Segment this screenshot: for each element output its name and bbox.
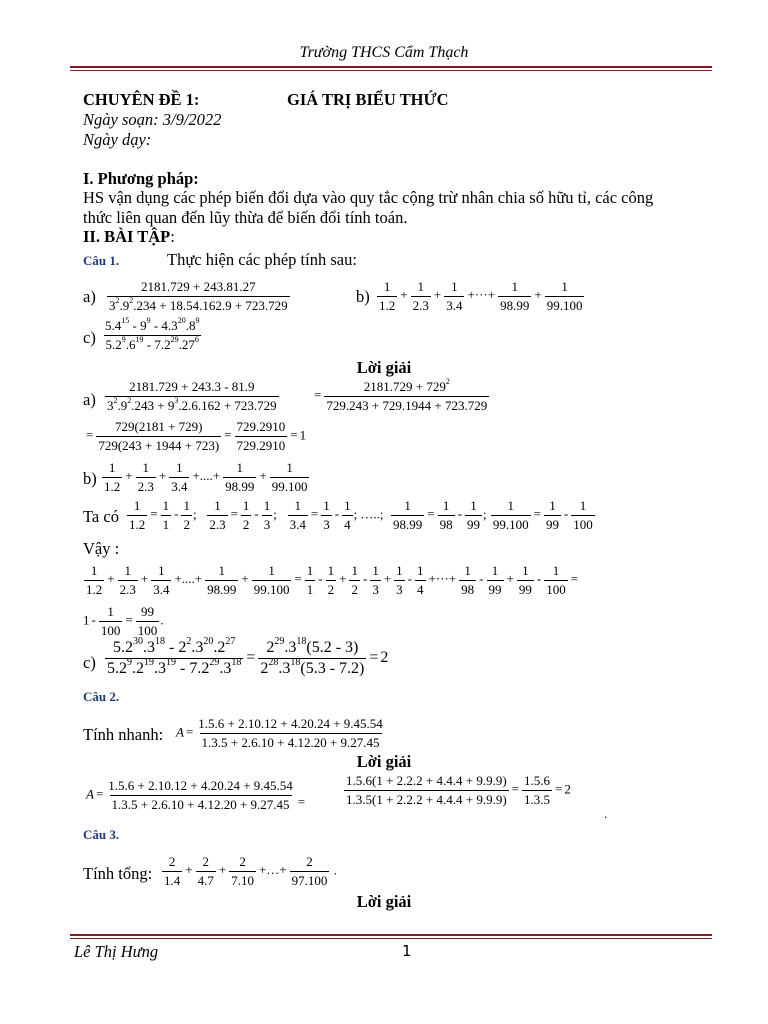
question-2-prompt: Tính nhanh: [83, 725, 164, 744]
q1b-therefore: Vậy : [83, 539, 120, 558]
question-2-label: Câu 2. [83, 689, 120, 704]
question-3-label: Câu 3. [83, 827, 120, 842]
q1b-label: b) [356, 287, 370, 306]
header-rule-thin [70, 70, 712, 71]
page-number: 1 [402, 942, 412, 960]
section-method-line1: HS vận dụng các phép biến đổi dựa vào quy tắc cộng trừ nhân chia số hữu tỉ, các công [83, 188, 654, 207]
topic-name: GIÁ TRỊ BIỂU THỨC [287, 90, 449, 109]
footer-rule-thin [70, 938, 712, 939]
section-exercises-heading: II. BÀI TẬP: [83, 227, 175, 246]
footer-rule [70, 934, 712, 936]
q1b-solution-sum: $\frac{1}{1.2}$ + $\frac{1}{2.3}$ + $\frac{1}{3.4}$ +....+ $\frac{1}{98.99}$ + $\frac{1}{99.100}$ [104, 460, 308, 494]
question-1-prompt: Thực hiện các phép tính sau: [167, 250, 357, 269]
q1b-expression: $\frac{1}{1.2}$ + $\frac{1}{2.3}$ + $\frac{1}{3.4}$ +···+ $\frac{1}{98.99}$ + $\frac{1}{99.100}$ [379, 279, 583, 313]
footer-author: Lê Thị Hưng [74, 942, 159, 961]
date-taught: Ngày dạy: [83, 130, 152, 149]
q1a-solution-step2: = $\frac{2181.729 + 729^2}{729.243 + 729.1944 + 723.729}$ [314, 377, 488, 413]
q1b-result: 1 - $\frac{1}{100}$ = $\frac{99}{100}$ . [83, 604, 164, 638]
q1c-solution: $\frac{5.2^{30}.3^{18} - 2^2.3^{20}.2^{27}}{5.2^9.2^{19}.3^{19} - 7.2^{29}.3^{18}}$ = $\frac{2^{29}.3^{18}(5.2 - 3)}{2^{28}.3^{18}(5.3 - 7.2)}$ = 2 [107, 636, 389, 677]
question-3-prompt: Tính tổng: [83, 864, 153, 883]
q1a-expression: $\frac{2181.729 + 243.81.27}{3^2.9^2.234 + 18.54.162.9 + 723.729}$ [109, 279, 288, 313]
question-1-label: Câu 1. [83, 253, 120, 268]
q1c-label: c) [83, 328, 96, 347]
q1c-solution-label: c) [83, 653, 96, 672]
q1a-label: a) [83, 287, 96, 306]
q2-solution-step1: A = $\frac{1.5.6 + 2.10.12 + 4.20.24 + 9.45.54}{1.3.5 + 2.6.10 + 4.12.20 + 9.27.45}$ = [86, 778, 306, 812]
q1c-expression: $\frac{5.4^{15} - 9^9 - 4.3^{20}.8^9}{5.2^9.6^{19} - 7.2^{29}.27^6}$ [105, 316, 200, 352]
section-method-heading: I. Phương pháp: [83, 169, 199, 188]
topic-label: CHUYÊN ĐỀ 1: [83, 90, 200, 109]
section-method-line2: thức liên quan đến lũy thừa để biến đổi tính toán. [83, 208, 408, 227]
q1b-taco-label: Ta có [83, 507, 119, 526]
question-3-expression: $\frac{2}{1.4}$ + $\frac{2}{4.7}$ + $\frac{2}{7.10}$ +…+ $\frac{2}{97.100}$ . [164, 854, 337, 888]
exercises-heading-text: II. BÀI TẬP [83, 227, 171, 246]
q1-solution-heading: Lời giải [356, 358, 412, 377]
date-prepared: Ngày soạn: 3/9/2022 [83, 110, 222, 129]
q2-solution-heading: Lời giải [356, 752, 412, 771]
page-header: Trường THCS Cẩm Thạch [299, 44, 469, 61]
q1a-solution-label: a) [83, 390, 96, 409]
question-2-expression: A = $\frac{1.5.6 + 2.10.12 + 4.20.24 + 9.45.54}{1.3.5 + 2.6.10 + 4.12.20 + 9.27.45}$ [176, 716, 383, 750]
q1a-solution-step3: = $\frac{729(2181 + 729)}{729(243 + 1944 + 723)}$ = $\frac{729.2910}{729.2910}$ = 1 [86, 419, 307, 453]
q1b-identities: $\frac{1}{1.2}$ = $\frac{1}{1}$ - $\frac{1}{2}$ ; $\frac{1}{2.3}$ = $\frac{1}{2}$ - $\frac{1}{3}$ ; $\frac{1}{3.4}$ = $\frac{1}{3}$ - $\frac{1}{4}$ ; …..; $\frac{1}{98.99}$ = $\frac{1}{98}$ - $\frac{1}{99}$ ; $\frac{1}{99.100}$ = $\frac{1}{99}$ - $\frac{1}{100}$ [129, 498, 593, 532]
q2-solution-period: . [604, 806, 608, 821]
q1b-solution-label: b) [83, 469, 97, 488]
q3-solution-heading: Lời giải [356, 892, 412, 911]
q2-solution-step2: $\frac{1.5.6(1 + 2.2.2 + 4.4.4 + 9.9.9)}{1.3.5(1 + 2.2.2 + 4.4.4 + 9.9.9)}$ = $\frac{1.5.6}{1.3.5}$ = 2 [346, 773, 571, 807]
header-rule [70, 66, 712, 68]
q1b-telescoping: $\frac{1}{1.2}$ + $\frac{1}{2.3}$ + $\frac{1}{3.4}$ +....+ $\frac{1}{98.99}$ + $\frac{1}{99.100}$ = $\frac{1}{1}$ - $\frac{1}{2}$ + $\frac{1}{2}$ - $\frac{1}{3}$ + $\frac{1}{3}$ - $\frac{1}{4}$ +···+ $\frac{1}{98}$ - $\frac{1}{99}$ + $\frac{1}{99}$ - $\frac{1}{100}$ = [86, 563, 579, 597]
q1a-solution-step1: $\frac{2181.729 + 243.3 - 81.9}{3^2.9^2.243 + 9^3.2.6.162 + 723.729}$ [107, 379, 277, 413]
